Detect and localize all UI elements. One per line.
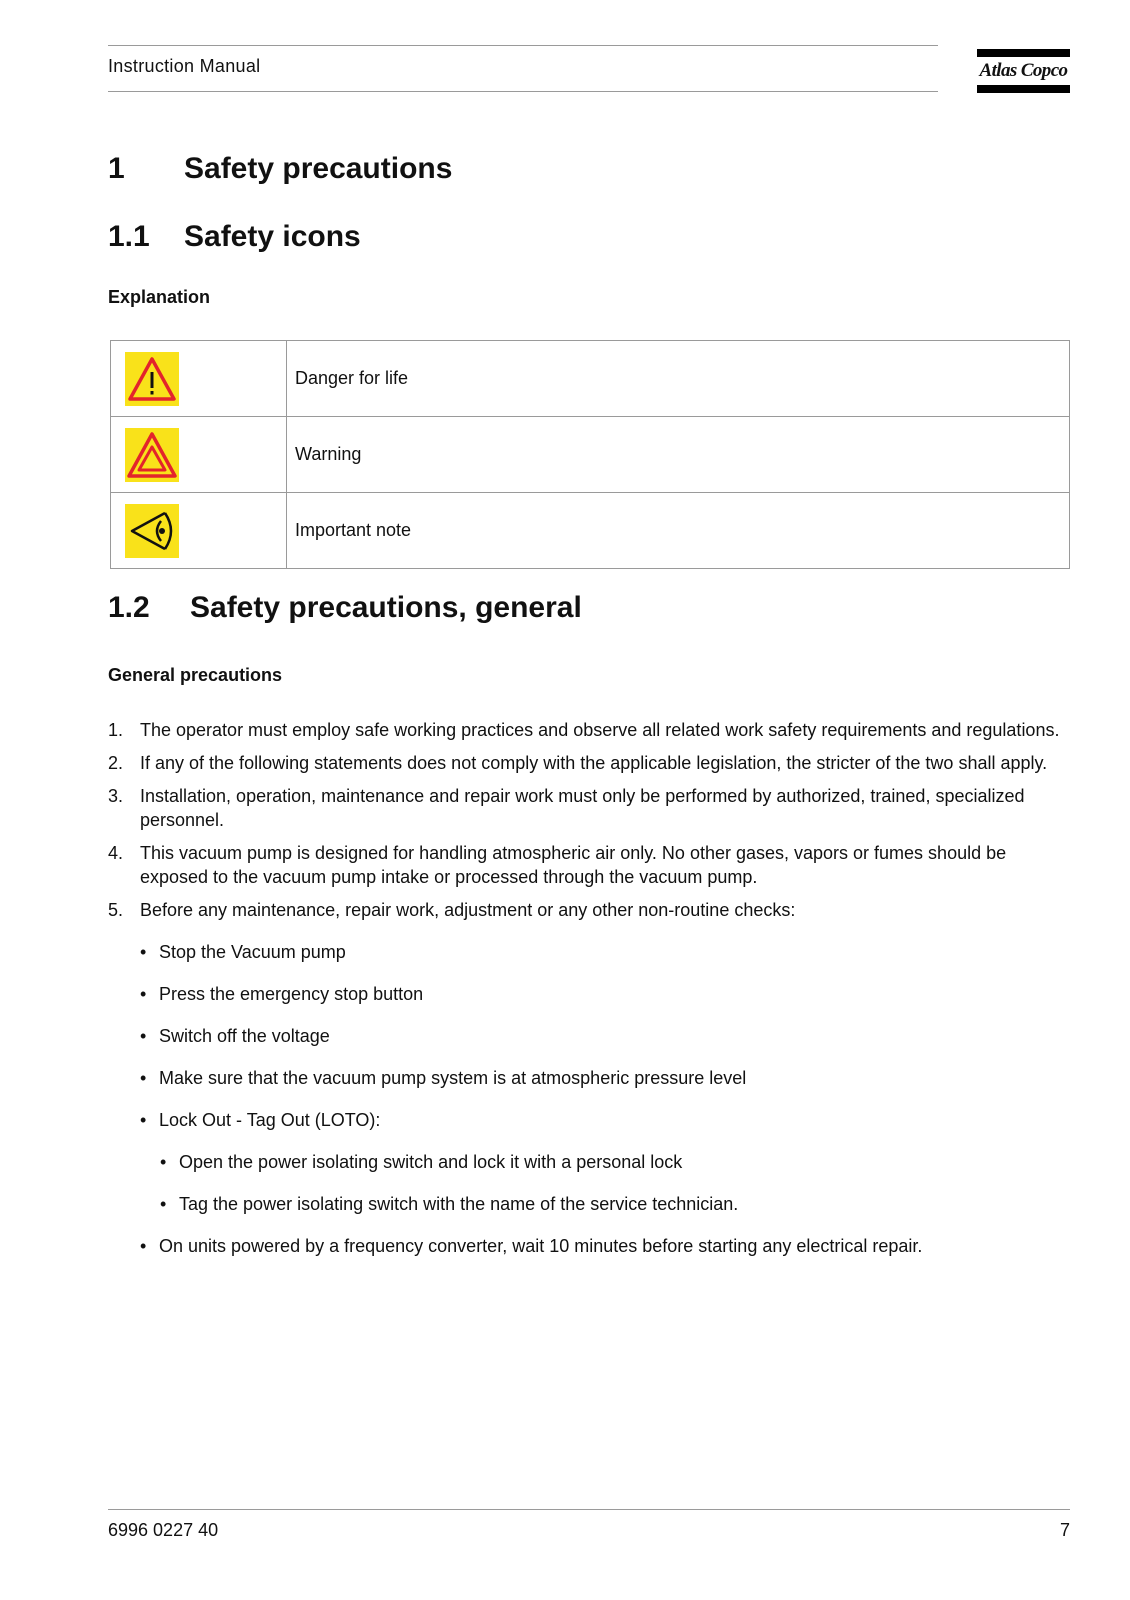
- section-title: Safety icons: [184, 220, 361, 253]
- icon-description: Important note: [287, 493, 1070, 569]
- icon-cell: [111, 417, 287, 493]
- section-number: 1.2: [108, 591, 150, 624]
- general-precautions-heading: General precautions: [108, 665, 283, 685]
- list-item: [108, 718, 1068, 742]
- list-item: [108, 841, 1068, 889]
- bullet-item: • Make sure that the vacuum pump system is at atmospheric pressure level: [140, 1066, 1068, 1090]
- safety-icons-table: [110, 340, 1070, 569]
- header-bottom-rule: [108, 91, 938, 92]
- danger-icon: [125, 352, 179, 406]
- sub-bullet-item: • Open the power isolating switch and lock it with a personal lock: [160, 1150, 1068, 1174]
- icon-description: Danger for life: [287, 341, 1070, 417]
- section-heading-1-2: [108, 591, 582, 625]
- warning-icon: [125, 428, 179, 482]
- sub-bullet-item: • Tag the power isolating switch with the name of the service technician.: [160, 1192, 1068, 1216]
- document-number: 6996 0227 40: [108, 1520, 219, 1540]
- bullet-item: • Stop the Vacuum pump: [140, 940, 1068, 964]
- bullet-item: • Lock Out - Tag Out (LOTO):: [140, 1108, 1068, 1132]
- section-heading-1: [108, 152, 452, 186]
- item-text: Before any maintenance, repair work, adjustment or any other non-routine checks:: [140, 900, 796, 920]
- footer-rule: [108, 1509, 1070, 1510]
- section-heading-1-1: [108, 220, 361, 254]
- item-number: 5.: [108, 900, 124, 920]
- icon-cell: [111, 493, 287, 569]
- item-number: 1.: [108, 720, 124, 740]
- icon-description: Warning: [287, 417, 1070, 493]
- item-number: 3.: [108, 786, 124, 806]
- explanation-heading: Explanation: [108, 287, 211, 307]
- important-note-icon: [125, 504, 179, 558]
- precautions-list: [108, 718, 1068, 1258]
- icon-cell: [111, 341, 287, 417]
- list-item: [108, 898, 1068, 922]
- item-text: Installation, operation, maintenance and repair work must only be performed by authorized, trained, specialized personnel.: [140, 786, 1025, 830]
- header-top-rule: [108, 45, 938, 46]
- section-number: 1: [108, 152, 125, 185]
- item-text: The operator must employ safe working practices and observe all related work safety requirements and regulations.: [140, 720, 1060, 740]
- section-title: Safety precautions, general: [190, 591, 582, 624]
- list-item: [108, 751, 1068, 775]
- item-number: 2.: [108, 753, 124, 773]
- table-row: [111, 493, 1070, 569]
- bullet-item: • Switch off the voltage: [140, 1024, 1068, 1048]
- list-item: [108, 784, 1068, 832]
- bullet-item: • On units powered by a frequency converter, wait 10 minutes before starting any electrical repair.: [140, 1234, 1068, 1258]
- atlas-copco-logo: [977, 49, 1070, 93]
- item-number: 4.: [108, 843, 124, 863]
- section-title: Safety precautions: [184, 152, 453, 185]
- table-row: [111, 417, 1070, 493]
- section-number: 1.1: [108, 220, 150, 253]
- header-title: Instruction Manual: [108, 56, 261, 76]
- table-row: [111, 341, 1070, 417]
- bullet-item: • Press the emergency stop button: [140, 982, 1068, 1006]
- item-text: This vacuum pump is designed for handling atmospheric air only. No other gases, vapors or fumes should be exposed to the vacuum pump intake or processed through the vacuum pump.: [140, 843, 1007, 887]
- page-number: 7: [1059, 1520, 1070, 1540]
- logo-wordmark: Atlas Copco: [979, 60, 1068, 81]
- item-text: If any of the following statements does not comply with the applicable legislation, the stricter of the two shall apply.: [140, 753, 1048, 773]
